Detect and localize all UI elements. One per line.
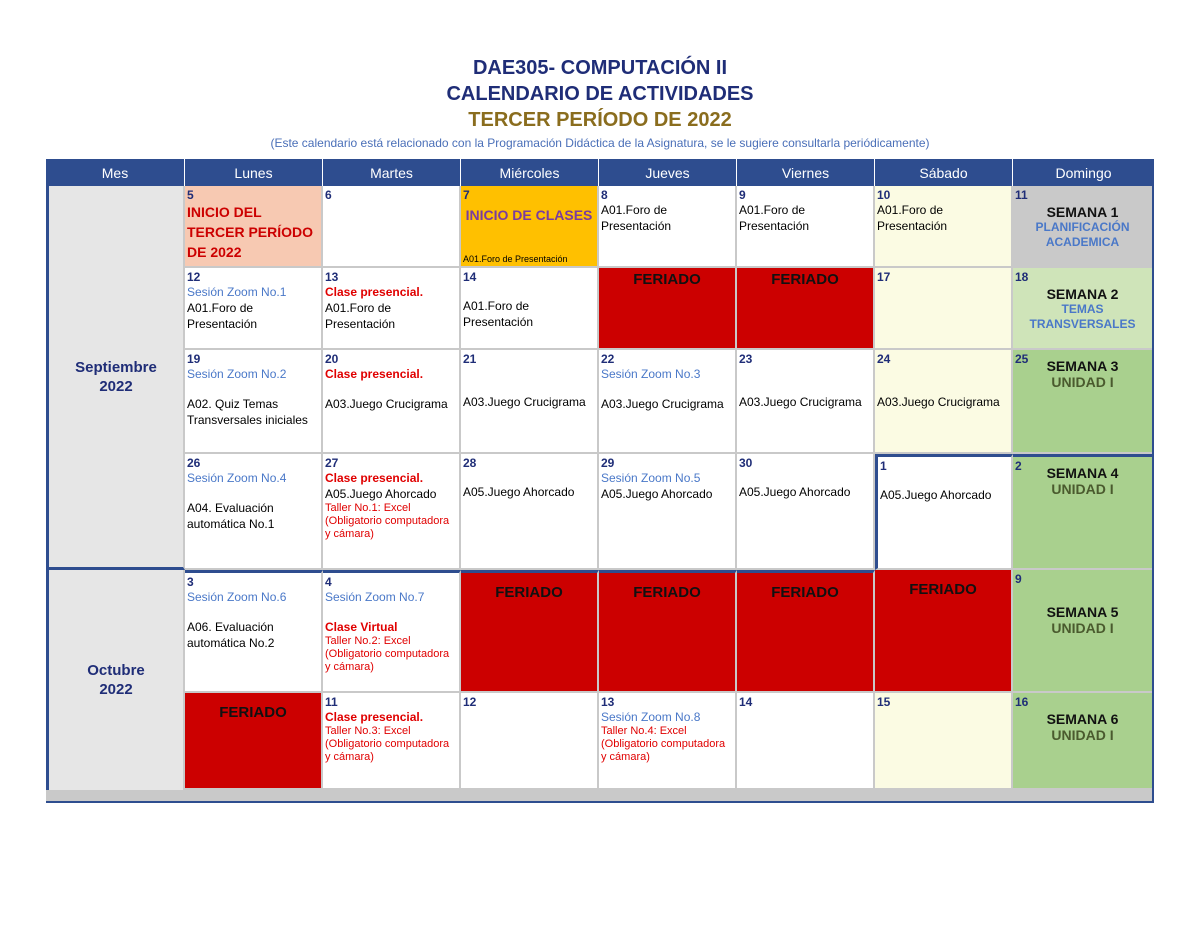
week-subtitle: UNIDAD I (1051, 727, 1114, 743)
day-number: 22 (601, 352, 615, 366)
day-cell (461, 268, 599, 350)
zoom-session: Sesión Zoom No.2 (187, 367, 287, 381)
day-number: 11 (1015, 188, 1028, 202)
holiday-label: FERIADO (771, 584, 839, 601)
week-subtitle: UNIDAD I (1051, 481, 1114, 497)
day-cell (461, 186, 599, 268)
activity: A01.Foro de Presentación (601, 203, 672, 233)
holiday-label: FERIADO (771, 271, 839, 288)
day-number: 6 (601, 575, 608, 589)
activity: A05.Juego Ahorcado (739, 485, 851, 499)
holiday-label: FERIADO (909, 581, 977, 598)
day-number: 20 (325, 352, 339, 366)
zoom-session: Sesión Zoom No.5 (601, 471, 701, 485)
week-cell (1013, 693, 1154, 790)
day-cell (323, 350, 461, 454)
week-cell (1013, 268, 1154, 350)
week-subtitle: UNIDAD I (1051, 374, 1114, 390)
holiday-label: FERIADO (219, 704, 287, 721)
month-name: Octubre (87, 662, 145, 679)
day-number: 2 (1015, 459, 1022, 473)
event-inicio-clases: INICIO DE CLASES (465, 207, 593, 223)
class-type: Clase presencial. (325, 710, 424, 724)
day-number: 5 (187, 188, 194, 202)
day-number: 21 (463, 352, 477, 366)
day-number: 1 (880, 459, 887, 473)
calendar-title: CALENDARIO DE ACTIVIDADES (446, 83, 754, 105)
day-cell (737, 693, 875, 790)
day-number: 24 (877, 352, 891, 366)
holiday-label: FERIADO (633, 271, 701, 288)
holiday-cell (737, 268, 875, 350)
holiday-label: FERIADO (495, 584, 563, 601)
workshop: Taller No.2: Excel (Obligatorio computadora y cámara) (325, 635, 450, 673)
zoom-session: Sesión Zoom No.8 (601, 710, 701, 724)
workshop: Taller No.1: Excel (Obligatorio computadora y cámara) (325, 502, 450, 540)
day-number: 27 (325, 456, 339, 470)
activity: A01.Foro de Presentación (463, 254, 568, 264)
holiday-cell (185, 693, 323, 790)
activity: A03.Juego Crucigrama (463, 395, 586, 409)
col-header-domingo: Domingo (1013, 159, 1154, 186)
table-bottom-line (46, 801, 1154, 803)
day-number: 10 (187, 695, 201, 709)
day-cell (185, 268, 323, 350)
activity: A03.Juego Crucigrama (325, 397, 448, 411)
activity: A05.Juego Ahorcado (463, 485, 575, 499)
event-inicio-tercer: INICIO DEL TERCER PERÍODO DE 2022 (187, 204, 314, 260)
day-cell (185, 186, 323, 268)
day-cell (599, 454, 737, 570)
day-cell (599, 350, 737, 454)
day-cell (323, 570, 461, 693)
day-cell (185, 350, 323, 454)
activity: A03.Juego Crucigrama (877, 395, 1000, 409)
week-title: SEMANA 1 (1046, 204, 1119, 220)
month-october (46, 570, 185, 790)
day-number: 15 (877, 695, 891, 709)
day-cell (323, 693, 461, 790)
day-cell (323, 186, 461, 268)
workshop: Taller No.3: Excel (Obligatorio computadora y cámara) (325, 725, 450, 763)
day-number: 6 (325, 188, 332, 202)
activity: A05.Juego Ahorcado (325, 487, 437, 501)
day-number: 30 (739, 456, 753, 470)
calendar-table (46, 159, 1154, 803)
activity: A05.Juego Ahorcado (880, 488, 992, 502)
week-cell (1013, 186, 1154, 268)
day-number: 5 (463, 575, 470, 589)
week-title: SEMANA 6 (1046, 711, 1119, 727)
day-cell (185, 570, 323, 693)
day-cell (461, 454, 599, 570)
day-cell (599, 186, 737, 268)
calendar-note: (Este calendario está relacionado con la Programación Didáctica de la Asignatura, se le sugiere consultarla periódicamente) (270, 136, 930, 150)
day-number: 8 (601, 188, 608, 202)
day-cell (599, 693, 737, 790)
col-header-martes: Martes (323, 159, 461, 186)
day-number: 12 (187, 270, 201, 284)
month-september (46, 186, 185, 570)
day-number: 10 (877, 188, 891, 202)
week-cell (1013, 570, 1154, 693)
day-number: 7 (463, 188, 470, 202)
class-type: Clase presencial. (325, 471, 424, 485)
day-cell (875, 186, 1013, 268)
zoom-session: Sesión Zoom No.7 (325, 590, 425, 604)
activity: A04. Evaluación automática No.1 (187, 501, 275, 531)
day-cell (875, 454, 1013, 570)
holiday-cell (461, 570, 599, 693)
day-number: 29 (601, 456, 615, 470)
activity: A01.Foro de Presentación (739, 203, 810, 233)
activity: A06. Evaluación automática No.2 (187, 620, 275, 650)
day-cell (737, 186, 875, 268)
day-cell (737, 350, 875, 454)
activity: A01.Foro de Presentación (325, 301, 396, 331)
week-title: SEMANA 4 (1046, 465, 1119, 481)
month-name: Septiembre (75, 358, 157, 376)
day-number: 19 (187, 352, 201, 366)
day-number: 16 (1015, 695, 1029, 709)
zoom-session: Sesión Zoom No.6 (187, 590, 287, 604)
activity: A01.Foro de Presentación (877, 203, 948, 233)
day-cell (737, 454, 875, 570)
week-subtitle: PLANIFICACIÓN ACADEMICA (1035, 220, 1130, 249)
activity: A03.Juego Crucigrama (739, 395, 862, 409)
week-title: SEMANA 2 (1046, 286, 1119, 302)
holiday-cell (875, 570, 1013, 693)
day-number: 16 (739, 270, 753, 284)
week-subtitle: TEMAS TRANSVERSALES (1029, 302, 1136, 331)
col-header-miercoles: Miércoles (461, 159, 599, 186)
day-cell (875, 693, 1013, 790)
week-subtitle: UNIDAD I (1051, 620, 1114, 636)
zoom-session: Sesión Zoom No.1 (187, 285, 287, 299)
day-number: 9 (1015, 572, 1022, 586)
day-number: 7 (739, 575, 746, 589)
week-title: SEMANA 5 (1046, 604, 1119, 620)
day-number: 25 (1015, 352, 1029, 366)
holiday-cell (599, 570, 737, 693)
page-header (0, 55, 1200, 151)
col-header-sabado: Sábado (875, 159, 1013, 186)
day-number: 11 (325, 695, 338, 709)
activity: A02. Quiz Temas Transversales iniciales (187, 397, 308, 427)
day-number: 13 (601, 695, 615, 709)
activity: A01.Foro de Presentación (463, 299, 534, 329)
day-number: 18 (1015, 270, 1029, 284)
day-number: 23 (739, 352, 753, 366)
activity: A05.Juego Ahorcado (601, 487, 713, 501)
day-number: 14 (463, 270, 477, 284)
zoom-session: Sesión Zoom No.3 (601, 367, 701, 381)
class-type: Clase presencial. (325, 285, 424, 299)
holiday-cell (599, 268, 737, 350)
workshop: Taller No.4: Excel (Obligatorio computadora y cámara) (601, 725, 726, 763)
activity: A03.Juego Crucigrama (601, 397, 724, 411)
table-right-line (1152, 159, 1154, 803)
day-number: 8 (877, 572, 884, 586)
day-number: 3 (187, 575, 194, 589)
day-cell (323, 454, 461, 570)
week-cell (1013, 454, 1154, 570)
zoom-session: Sesión Zoom No.4 (187, 471, 287, 485)
day-number: 9 (739, 188, 746, 202)
day-cell (875, 350, 1013, 454)
course-title: DAE305- COMPUTACIÓN II (472, 57, 728, 79)
col-header-viernes: Viernes (737, 159, 875, 186)
col-header-jueves: Jueves (599, 159, 737, 186)
month-year: 2022 (99, 681, 133, 698)
day-cell (875, 268, 1013, 350)
week-cell (1013, 350, 1154, 454)
day-number: 15 (601, 270, 615, 284)
period-title: TERCER PERÍODO DE 2022 (468, 109, 732, 131)
day-cell (185, 454, 323, 570)
day-cell (323, 268, 461, 350)
holiday-label: FERIADO (633, 584, 701, 601)
week-title: SEMANA 3 (1046, 358, 1119, 374)
day-number: 17 (877, 270, 891, 284)
day-number: 12 (463, 695, 477, 709)
day-number: 26 (187, 456, 201, 470)
col-header-mes: Mes (46, 159, 185, 186)
day-number: 4 (325, 575, 332, 589)
day-cell (461, 693, 599, 790)
class-type: Clase Virtual (325, 620, 398, 634)
day-cell (461, 350, 599, 454)
activity: A01.Foro de Presentación (187, 301, 258, 331)
holiday-cell (737, 570, 875, 693)
day-number: 13 (325, 270, 339, 284)
day-number: 14 (739, 695, 753, 709)
class-type: Clase presencial. (325, 367, 424, 381)
col-header-lunes: Lunes (185, 159, 323, 186)
day-number: 28 (463, 456, 477, 470)
month-year: 2022 (99, 377, 133, 395)
